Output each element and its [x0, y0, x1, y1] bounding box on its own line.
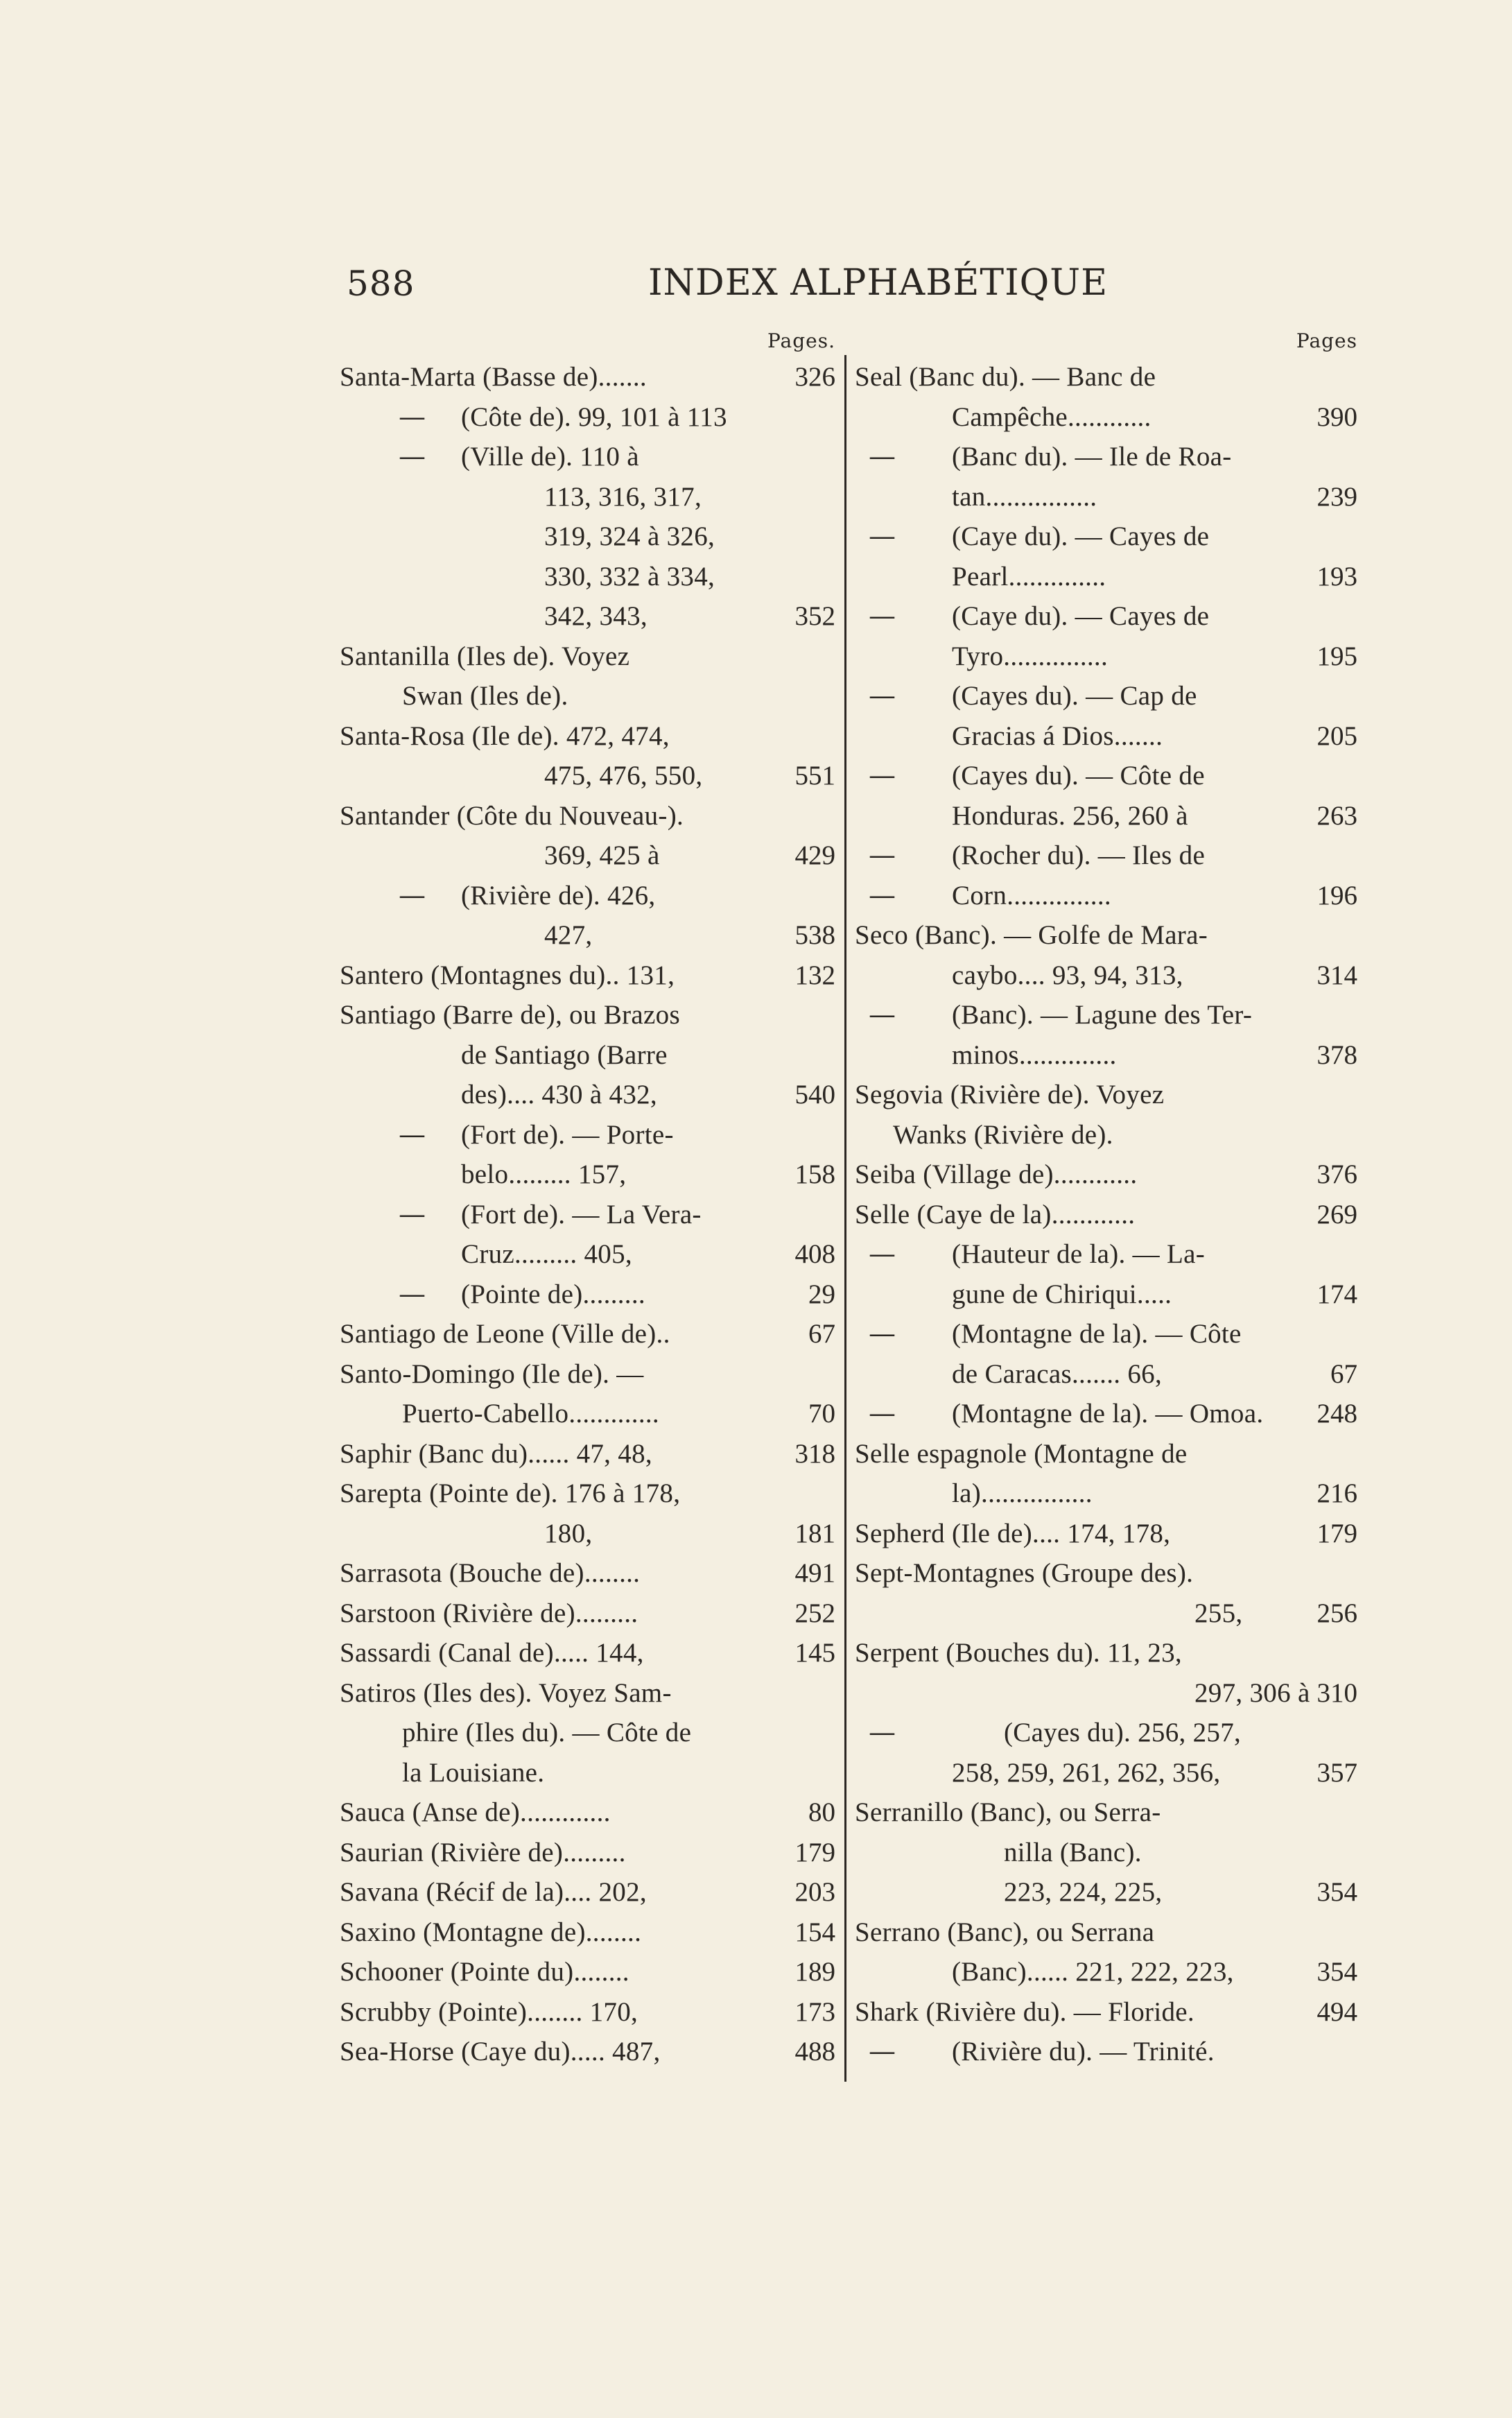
index-entry	[855, 796, 1357, 836]
index-entry	[855, 1394, 1357, 1434]
index-entry	[855, 1833, 1357, 1873]
page-ref: 70	[808, 1399, 835, 1428]
page-ref: 314	[1317, 960, 1357, 990]
index-entry	[340, 557, 835, 597]
entry-text: Selle (Caye de la)............	[855, 1199, 1136, 1229]
page-ref: 145	[794, 1638, 835, 1668]
entry-text: Serranillo (Banc), ou Serra-	[855, 1797, 1161, 1827]
entry-text: (Fort de). — La Vera-	[461, 1199, 702, 1229]
index-entry	[855, 1912, 1357, 1953]
index-entry	[855, 1514, 1357, 1554]
page-ref: 354	[1317, 1957, 1357, 1987]
index-entry	[340, 1234, 835, 1275]
page-number: 588	[347, 264, 415, 304]
entry-text: Sarstoon (Rivière de).........	[340, 1598, 638, 1628]
ditto-dash: —	[399, 441, 426, 472]
ditto-dash: —	[869, 999, 896, 1030]
page-ref: 179	[1317, 1518, 1357, 1548]
index-entry	[855, 1195, 1357, 1235]
entry-text: Tyro...............	[952, 641, 1109, 671]
index-entry	[855, 1713, 1357, 1753]
index-entry	[340, 1594, 835, 1634]
page-ref: 248	[1317, 1399, 1357, 1428]
index-entry	[855, 1155, 1357, 1195]
entry-text: 369, 425 à	[544, 840, 660, 870]
index-entry	[855, 1035, 1357, 1076]
index-entry	[340, 1793, 835, 1833]
entry-text: Seal (Banc du). — Banc de	[855, 362, 1156, 392]
entry-text: Serrano (Banc), ou Serrana	[855, 1917, 1155, 1947]
entry-text: Santo-Domingo (Ile de). —	[340, 1358, 644, 1389]
running-title: INDEX ALPHABÉTIQUE	[648, 262, 1109, 304]
entry-text: 113, 316, 317,	[544, 481, 702, 512]
entry-text: Sepherd (Ile de).... 174, 178,	[855, 1518, 1171, 1548]
entry-text: Saurian (Rivière de).........	[340, 1837, 626, 1867]
page-ref: 378	[1317, 1039, 1357, 1070]
page-ref: 29	[808, 1279, 835, 1309]
ditto-dash: —	[869, 1238, 896, 1270]
entry-text: (Banc). — Lagune des Ter-	[952, 1000, 1253, 1030]
page-ref: 491	[794, 1558, 835, 1588]
page-ref: 352	[794, 601, 835, 631]
entry-text: Seiba (Village de)............	[855, 1159, 1138, 1189]
page-ref: 551	[794, 761, 835, 791]
entry-text: Satiros (Iles des). Voyez Sam-	[340, 1677, 672, 1708]
entry-text: Schooner (Pointe du)........	[340, 1957, 629, 1987]
index-entry	[340, 1115, 835, 1155]
entry-text: 427,	[544, 920, 593, 950]
index-entry	[855, 1115, 1357, 1155]
column-divider	[844, 355, 846, 2082]
page-ref: 205	[1317, 720, 1357, 751]
index-entry	[855, 1275, 1357, 1315]
page-ref: 390	[1317, 401, 1357, 432]
page-ref: 263	[1317, 800, 1357, 831]
page-ref: 179	[794, 1837, 835, 1867]
page-ref: 203	[794, 1877, 835, 1907]
index-entry	[855, 397, 1357, 438]
entry-text: Sarrasota (Bouche de)........	[340, 1558, 641, 1588]
entry-text: Santiago (Barre de), ou Brazos	[340, 1000, 680, 1030]
page-ref: 174	[1317, 1279, 1357, 1309]
index-entry	[855, 1633, 1357, 1673]
entry-text: (Rivière de). 426,	[461, 880, 656, 910]
entry-text: Savana (Récif de la).... 202,	[340, 1877, 647, 1907]
ditto-dash: —	[869, 521, 896, 552]
entry-text: caybo.... 93, 94, 313,	[952, 960, 1183, 990]
entry-text: Santa-Marta (Basse de).......	[340, 362, 647, 392]
index-entry	[340, 915, 835, 956]
page-ref: 494	[1317, 1996, 1357, 2027]
page-ref: 408	[794, 1239, 835, 1269]
index-entry	[340, 596, 835, 637]
index-entry	[340, 1912, 835, 1953]
page-ref: 354	[1317, 1877, 1357, 1907]
index-entry	[340, 995, 835, 1035]
entry-text: Sauca (Anse de).............	[340, 1797, 611, 1827]
index-entry	[855, 1075, 1357, 1115]
entry-text: de Caracas....... 66,	[952, 1358, 1163, 1389]
index-entry	[340, 357, 835, 397]
index-entry	[340, 1713, 835, 1753]
index-entry	[855, 1234, 1357, 1275]
entry-text: Santanilla (Iles de). Voyez	[340, 641, 630, 671]
index-entry	[340, 517, 835, 557]
index-entry	[340, 836, 835, 876]
page-ref: 158	[794, 1159, 835, 1189]
page-ref: 80	[808, 1797, 835, 1827]
entry-text: 255,	[1194, 1598, 1243, 1628]
ditto-dash: —	[869, 840, 896, 871]
index-entry	[340, 1514, 835, 1554]
index-entry	[855, 995, 1357, 1035]
page-ref: 252	[794, 1598, 835, 1628]
ditto-dash: —	[869, 1717, 896, 1748]
page-ref: 239	[1317, 481, 1357, 512]
index-entry	[855, 1753, 1357, 1793]
entry-text: (Cayes du). — Cap de	[952, 681, 1197, 711]
page-ref: 318	[794, 1438, 835, 1469]
index-entry	[855, 637, 1357, 677]
entry-text: Saxino (Montagne de)........	[340, 1917, 642, 1947]
entry-text: Santander (Côte du Nouveau-).	[340, 800, 684, 831]
entry-text: (Hauteur de la). — La-	[952, 1239, 1206, 1269]
entry-text: Honduras. 256, 260 à	[952, 800, 1188, 831]
entry-text: nilla (Banc).	[1004, 1837, 1142, 1867]
entry-text: Scrubby (Pointe)........ 170,	[340, 1996, 638, 2027]
page-ref: 173	[794, 1996, 835, 2027]
index-entry	[855, 956, 1357, 996]
entry-text: (Fort de). — Porte-	[461, 1119, 674, 1150]
entry-text: 475, 476, 550,	[544, 761, 703, 791]
page-ref: 376	[1317, 1159, 1357, 1189]
entry-text: (Caye du). — Cayes de	[952, 521, 1210, 551]
index-entry	[340, 1394, 835, 1434]
ditto-dash: —	[869, 2036, 896, 2067]
entry-text: tan................	[952, 481, 1097, 512]
index-entry	[340, 1753, 835, 1793]
entry-text: 258, 259, 261, 262, 356,	[952, 1757, 1221, 1788]
entry-text: (Montagne de la). — Omoa.	[952, 1399, 1264, 1428]
entry-text: 342, 343,	[544, 601, 648, 631]
entry-text: Sarepta (Pointe de). 176 à 178,	[340, 1478, 681, 1508]
ditto-dash: —	[869, 441, 896, 472]
page-ref: 269	[1317, 1199, 1357, 1229]
page-ref: 181	[794, 1518, 835, 1548]
entry-text: (Cayes du). — Côte de	[952, 761, 1205, 791]
entry-text: la Louisiane.	[402, 1757, 545, 1788]
index-entry	[855, 1474, 1357, 1514]
ditto-dash: —	[869, 680, 896, 711]
index-entry	[340, 1275, 835, 1315]
page-ref: 538	[794, 920, 835, 950]
entry-text: (Rivière du). — Trinité.	[952, 2037, 1215, 2066]
entry-text: Swan (Iles de).	[402, 681, 568, 711]
pages-header: Pages	[1296, 329, 1357, 352]
index-entry	[340, 1195, 835, 1235]
ditto-dash: —	[399, 1278, 426, 1310]
entry-text: Sea-Horse (Caye du)..... 487,	[340, 2037, 661, 2066]
index-entry	[855, 1872, 1357, 1912]
entry-text: Pearl..............	[952, 561, 1106, 591]
entry-text: Puerto-Cabello.............	[402, 1399, 659, 1428]
index-entry	[340, 876, 835, 916]
entry-text: (Caye du). — Cayes de	[952, 601, 1210, 631]
page-ref: 357	[1317, 1757, 1357, 1788]
page-ref: 326	[794, 362, 835, 392]
entry-text: 319, 324 à 326,	[544, 521, 715, 551]
entry-text: minos..............	[952, 1039, 1117, 1070]
index-entry	[340, 1035, 835, 1076]
entry-text: 330, 332 à 334,	[544, 561, 715, 591]
index-entry	[340, 397, 835, 438]
index-entries	[855, 357, 1357, 2072]
index-entry	[340, 1872, 835, 1912]
entry-text: Cruz......... 405,	[461, 1239, 632, 1269]
entry-text: 297, 306 à	[1194, 1677, 1310, 1708]
page-ref: 189	[794, 1957, 835, 1987]
entry-text: Corn...............	[952, 880, 1111, 910]
index-entry	[340, 1474, 835, 1514]
index-entry	[855, 1434, 1357, 1474]
entry-text: Santa-Rosa (Ile de). 472, 474,	[340, 720, 670, 751]
ditto-dash: —	[869, 1398, 896, 1429]
page-ref: 67	[808, 1319, 835, 1349]
index-entry	[340, 796, 835, 836]
entry-text: Saphir (Banc du)...... 47, 48,	[340, 1438, 652, 1469]
page-ref: 196	[1317, 880, 1357, 910]
ditto-dash: —	[869, 760, 896, 791]
entry-text: Seco (Banc). — Golfe de Mara-	[855, 920, 1208, 950]
ditto-dash: —	[399, 879, 426, 911]
index-entry	[855, 1354, 1357, 1394]
entry-text: Selle espagnole (Montagne de	[855, 1438, 1188, 1469]
page-ref: 488	[794, 2037, 835, 2066]
entry-text: (Rocher du). — Iles de	[952, 840, 1206, 870]
index-entry	[855, 716, 1357, 757]
page-ref: 193	[1317, 561, 1357, 591]
index-entry	[340, 1673, 835, 1713]
index-entry	[855, 1992, 1357, 2032]
index-entry	[855, 2032, 1357, 2072]
index-entry	[855, 1594, 1357, 1634]
page-ref: 195	[1317, 641, 1357, 671]
ditto-dash: —	[869, 601, 896, 632]
index-entry	[340, 1434, 835, 1474]
index-entry	[340, 1354, 835, 1394]
entry-text: Santiago de Leone (Ville de)..	[340, 1319, 670, 1349]
index-entry	[855, 676, 1357, 716]
index-entry	[340, 1314, 835, 1354]
index-entry	[855, 1673, 1357, 1713]
index-entry	[340, 1553, 835, 1594]
index-entry	[340, 956, 835, 996]
index-entry	[855, 876, 1357, 916]
page-ref: 310	[1317, 1677, 1357, 1708]
entry-text: belo......... 157,	[461, 1159, 627, 1189]
index-entry	[340, 2032, 835, 2072]
ditto-dash: —	[399, 1119, 426, 1150]
index-entry	[855, 1793, 1357, 1833]
entry-text: (Côte de). 99, 101 à 113	[461, 401, 727, 432]
index-entry	[855, 1952, 1357, 1992]
entry-text: gune de Chiriqui.....	[952, 1279, 1172, 1309]
index-entry	[855, 437, 1357, 477]
index-entry	[855, 357, 1357, 397]
index-entry	[340, 1633, 835, 1673]
entry-text: Shark (Rivière du). — Floride.	[855, 1996, 1194, 2027]
index-entry	[855, 1553, 1357, 1594]
index-entries	[340, 357, 835, 2072]
ditto-dash: —	[869, 1318, 896, 1349]
index-entry	[340, 716, 835, 757]
index-entry	[855, 477, 1357, 517]
entry-text: Segovia (Rivière de). Voyez	[855, 1080, 1165, 1109]
index-entry	[340, 1992, 835, 2032]
ditto-dash: —	[399, 401, 426, 433]
index-entry	[340, 1833, 835, 1873]
entry-text: Gracias á Dios.......	[952, 720, 1163, 751]
entry-text: Wanks (Rivière de).	[893, 1119, 1113, 1150]
entry-text: Sept-Montagnes (Groupe des).	[855, 1558, 1194, 1588]
index-entry	[340, 1952, 835, 1992]
entry-text: des).... 430 à 432,	[461, 1080, 657, 1109]
entry-text: Santero (Montagnes du).. 131,	[340, 960, 675, 990]
index-entry	[855, 557, 1357, 597]
ditto-dash: —	[399, 1198, 426, 1230]
index-entry	[340, 637, 835, 677]
entry-text: (Montagne de la). — Côte	[952, 1319, 1242, 1349]
index-column-left	[340, 329, 835, 2072]
page-ref: 132	[794, 960, 835, 990]
entry-text: Campêche............	[952, 401, 1152, 432]
page-ref: 256	[1317, 1598, 1357, 1628]
index-entry	[855, 756, 1357, 796]
entry-text: phire (Iles du). — Côte de	[402, 1718, 692, 1747]
index-column-right	[855, 329, 1357, 2072]
entry-text: (Ville de). 110 à	[461, 442, 639, 472]
entry-text: (Banc)...... 221, 222, 223,	[952, 1957, 1234, 1987]
entry-text: la)................	[952, 1478, 1093, 1508]
page-ref: 540	[794, 1080, 835, 1109]
index-entry	[855, 836, 1357, 876]
entry-text: (Banc du). — Ile de Roa-	[952, 442, 1232, 472]
index-entry	[855, 517, 1357, 557]
index-entry	[855, 915, 1357, 956]
pages-header: Pages.	[767, 329, 835, 352]
index-entry	[855, 1314, 1357, 1354]
page-ref: 67	[1330, 1358, 1357, 1389]
page-ref: 216	[1317, 1478, 1357, 1508]
entry-text: 180,	[544, 1518, 593, 1548]
index-entry	[340, 676, 835, 716]
index-entry	[340, 1155, 835, 1195]
page-ref: 154	[794, 1917, 835, 1947]
index-entry	[855, 596, 1357, 637]
entry-text: (Cayes du). 256, 257,	[1004, 1718, 1242, 1747]
index-entry	[340, 756, 835, 796]
entry-text: 223, 224, 225,	[1004, 1877, 1163, 1907]
entry-text: Serpent (Bouches du). 11, 23,	[855, 1638, 1182, 1668]
index-entry	[340, 477, 835, 517]
entry-text: Sassardi (Canal de)..... 144,	[340, 1638, 644, 1668]
entry-text: (Pointe de).........	[461, 1279, 645, 1309]
index-entry	[340, 1075, 835, 1115]
ditto-dash: —	[869, 879, 896, 911]
index-entry	[340, 437, 835, 477]
page-ref: 429	[794, 840, 835, 870]
entry-text: de Santiago (Barre	[461, 1039, 668, 1070]
